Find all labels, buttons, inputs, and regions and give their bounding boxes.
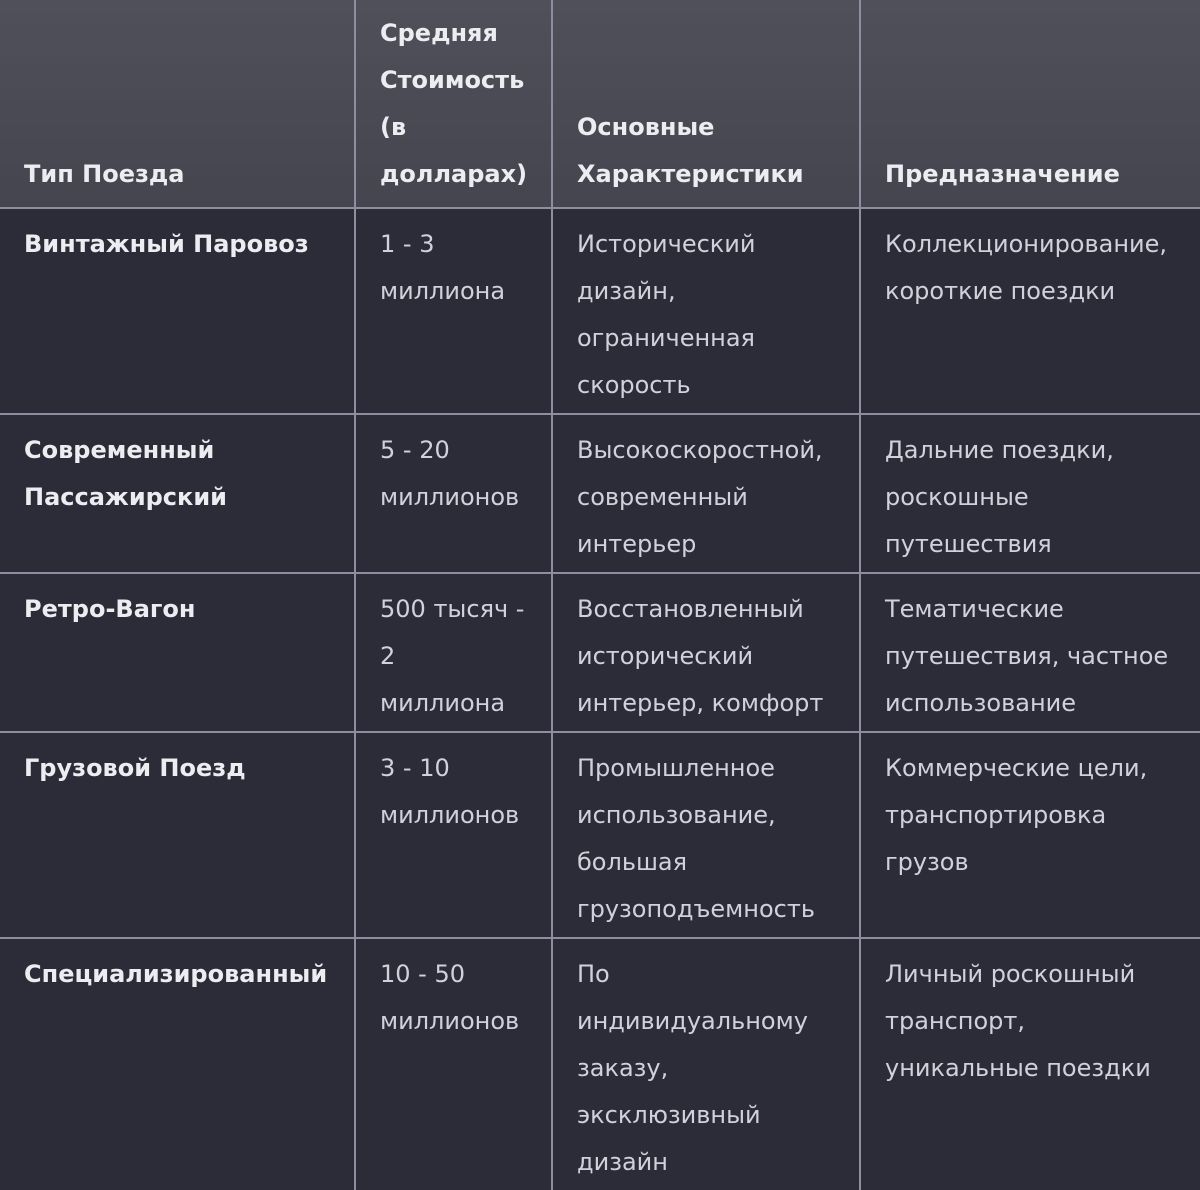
header-row [0,0,1200,208]
cell-train-type: Специализированный [0,938,355,1190]
header-purpose: Предназначение [860,0,1200,208]
cell-purpose: Дальние поездки, роскошные путешествия [860,414,1200,573]
header-average-cost: Средняя Стоимость (в долларах) [355,0,552,208]
cell-main-features: Исторический дизайн, ограниченная скорость [552,208,860,414]
cell-main-features: Восстановленный исторический интерьер, комфорт [552,573,860,732]
cell-main-features: Высокоскоростной, современный интерьер [552,414,860,573]
cell-train-type: Грузовой Поезд [0,732,355,938]
table-row [0,208,1200,414]
table-row [0,414,1200,573]
header-main-features: Основные Характеристики [552,0,860,208]
cell-train-type: Винтажный Паровоз [0,208,355,414]
cell-train-type: Современный Пассажирский [0,414,355,573]
table-row [0,573,1200,732]
cell-main-features: По индивидуальному заказу, эксклюзивный дизайн [552,938,860,1190]
cell-average-cost: 5 - 20 миллионов [355,414,552,573]
table-row [0,938,1200,1190]
cell-purpose: Тематические путешествия, частное использование [860,573,1200,732]
cell-train-type: Ретро-Вагон [0,573,355,732]
cell-average-cost: 1 - 3 миллиона [355,208,552,414]
table-body [0,208,1200,1190]
cell-average-cost: 3 - 10 миллионов [355,732,552,938]
cell-purpose: Коммерческие цели, транспортировка грузов [860,732,1200,938]
table-row [0,732,1200,938]
header-train-type: Тип Поезда [0,0,355,208]
table-header [0,0,1200,208]
cell-average-cost: 10 - 50 миллионов [355,938,552,1190]
cell-main-features: Промышленное использование, большая грузоподъемность [552,732,860,938]
cell-purpose: Личный роскошный транспорт, уникальные поездки [860,938,1200,1190]
cell-average-cost: 500 тысяч - 2 миллиона [355,573,552,732]
cell-purpose: Коллекционирование, короткие поездки [860,208,1200,414]
